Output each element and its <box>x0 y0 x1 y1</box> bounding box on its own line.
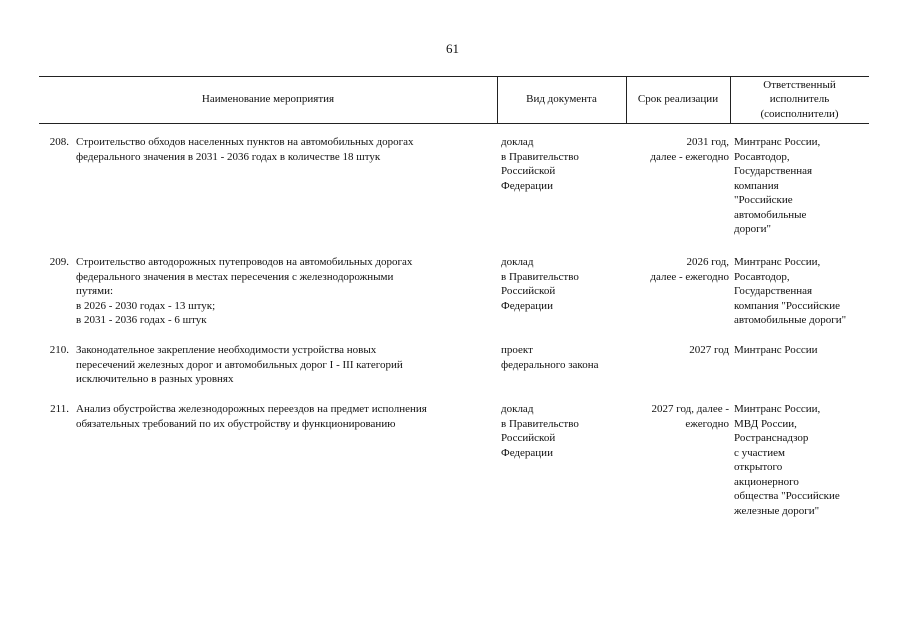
text-line: Законодательное закрепление необходимости устройства новых <box>76 344 377 356</box>
text-line: Федерации <box>501 446 553 459</box>
row-name <box>76 402 496 431</box>
text-line: в Правительство <box>501 270 579 283</box>
text-line: Федерации <box>501 179 553 192</box>
text-line: исключительно в разных уровнях <box>76 373 234 385</box>
text-line: ежегодно <box>685 417 729 430</box>
text-line: доклад <box>501 136 534 148</box>
text-line: Росавтодор, <box>734 150 790 163</box>
text-line: МВД России, <box>734 417 797 430</box>
page-number: 61 <box>446 41 459 56</box>
text-line: далее - ежегодно <box>650 150 729 163</box>
text-line: общества "Российские <box>734 490 840 502</box>
header-name: Наименование мероприятия <box>201 93 335 106</box>
row-name <box>76 343 496 387</box>
text-line: Российской <box>501 285 556 297</box>
text-line: автомобильные дороги" <box>734 314 847 326</box>
text-line: в 2026 - 2030 годах - 13 штук; <box>76 299 216 312</box>
text-line: Строительство обходов населенных пунктов на автомобильных дорогах <box>76 136 414 148</box>
row-term <box>625 343 729 358</box>
row-doc-type <box>501 402 621 460</box>
text-line: в Правительство <box>501 150 579 163</box>
row-responsible <box>734 402 866 518</box>
text-line: федерального закона <box>501 358 599 371</box>
text-line: Минтранс России, <box>734 136 821 148</box>
text-line: Российской <box>501 165 556 177</box>
table-header-rule <box>39 123 869 124</box>
text-line: федерального значения в 2031 - 2036 годах в количестве 18 штук <box>76 150 381 163</box>
text-line: дороги" <box>734 223 771 235</box>
text-line: железные дороги" <box>734 504 820 517</box>
header-doc-type: Вид документа <box>526 93 597 106</box>
text-line: "Российские <box>734 194 793 206</box>
row-term <box>625 255 729 284</box>
text-line: Росавтодор, <box>734 270 790 283</box>
row-term <box>625 402 729 431</box>
header-term: Срок реализации <box>637 93 719 106</box>
text-line: проект <box>501 344 533 356</box>
row-number: 211. <box>50 403 69 415</box>
text-line: федерального значения в местах пересечения с железнодорожными <box>76 270 394 283</box>
text-line: Минтранс России <box>734 344 818 356</box>
row-number: 210. <box>49 344 69 356</box>
header-responsible: Ответственный исполнитель (соисполнители) <box>760 78 839 120</box>
text-line: 2026 год, <box>686 256 729 268</box>
text-line: автомобильные <box>734 208 807 221</box>
text-line: открытого <box>734 461 783 473</box>
text-line: Строительство автодорожных путепроводов на автомобильных дорогах <box>76 256 413 268</box>
row-name <box>76 135 496 164</box>
text-line: далее - ежегодно <box>650 270 729 283</box>
row-number: 209. <box>49 256 69 268</box>
row-doc-type <box>501 135 621 193</box>
text-line: Государственная <box>734 285 813 297</box>
text-line: Федерации <box>501 299 553 312</box>
text-line: Государственная <box>734 165 813 177</box>
text-line: акционерного <box>734 475 799 488</box>
text-line: пересечений железных дорог и автомобильных дорог I - III категорий <box>76 358 403 371</box>
text-line: доклад <box>501 403 534 415</box>
text-line: компания "Российские <box>734 299 841 312</box>
text-line: с участием <box>734 446 785 459</box>
text-line: 2031 год, <box>686 136 729 148</box>
text-line: 2027 год <box>689 344 729 356</box>
text-line: доклад <box>501 256 534 268</box>
text-line: Минтранс России, <box>734 403 821 415</box>
text-line: путями: <box>76 285 114 297</box>
text-line: Минтранс России, <box>734 256 821 268</box>
row-responsible <box>734 135 866 237</box>
row-doc-type <box>501 255 621 313</box>
row-number: 208. <box>49 136 69 148</box>
text-line: компания <box>734 179 779 192</box>
text-line: Российской <box>501 432 556 444</box>
row-doc-type <box>501 343 621 372</box>
row-name <box>76 255 496 328</box>
row-responsible <box>734 343 866 358</box>
text-line: Ространснадзор <box>734 432 809 444</box>
text-line: Анализ обустройства железнодорожных переездов на предмет исполнения <box>76 403 427 415</box>
row-responsible <box>734 255 866 328</box>
text-line: 2027 год, далее - <box>651 403 729 415</box>
text-line: обязательных требований по их обустройству и функционированию <box>76 417 396 430</box>
row-term <box>625 135 729 164</box>
text-line: в 2031 - 2036 годах - 6 штук <box>76 314 207 326</box>
text-line: в Правительство <box>501 417 579 430</box>
